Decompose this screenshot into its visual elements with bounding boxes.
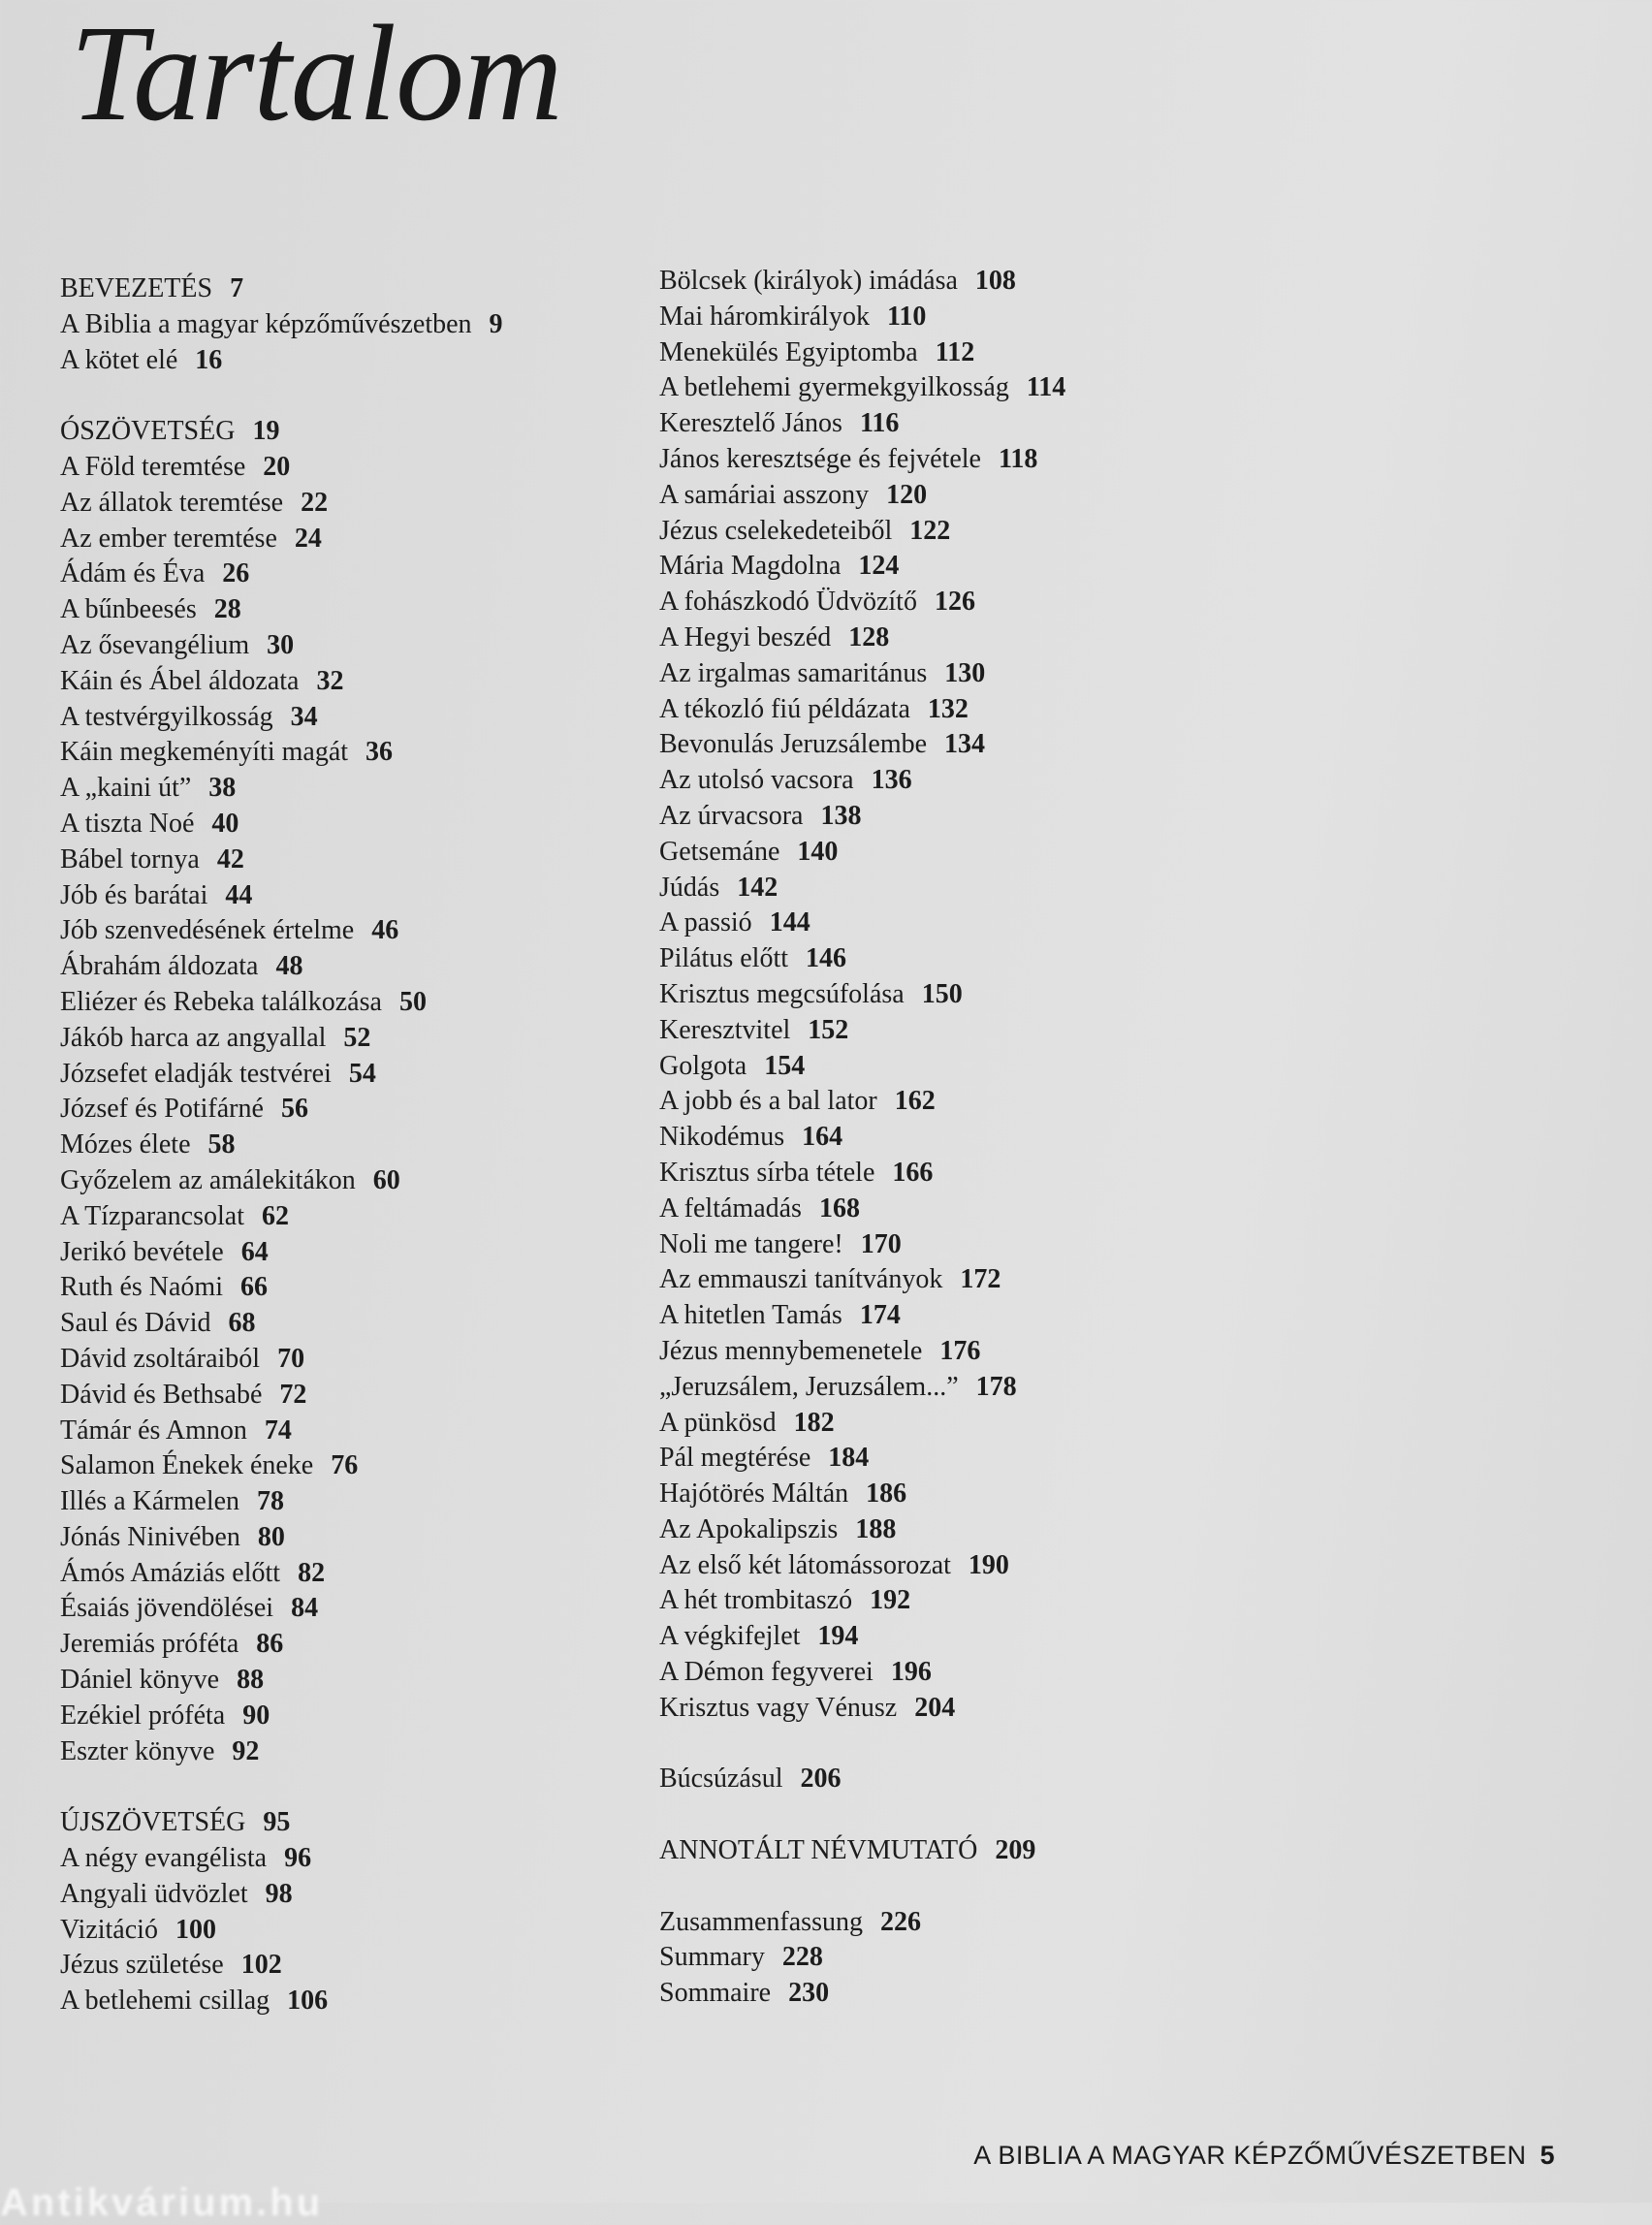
toc-entry[interactable] [659, 1192, 1260, 1227]
toc-entry[interactable] [60, 1913, 642, 1949]
toc-entry[interactable] [659, 1512, 1260, 1548]
toc-entry[interactable] [60, 1199, 642, 1235]
toc-entry-page: 230 [788, 1978, 830, 2009]
toc-entry[interactable] [60, 1128, 642, 1163]
toc-entry-page: 172 [960, 1264, 1001, 1295]
toc-entry-page: 128 [848, 621, 890, 652]
toc-entry[interactable] [60, 842, 642, 878]
toc-entry-label: Pál megtérése [659, 1443, 811, 1474]
toc-entry-page: 26 [222, 558, 250, 589]
toc-entry-label: Eliézer és Rebeka találkozása [60, 986, 382, 1017]
toc-entry-label: A hét trombitaszó [659, 1585, 853, 1616]
toc-entry-label: A testvérgyilkosság [60, 701, 273, 732]
toc-entry[interactable] [60, 985, 642, 1021]
toc-entry-page: 96 [284, 1843, 312, 1874]
toc-entry[interactable] [659, 1227, 1260, 1263]
toc-entry-page: 68 [228, 1308, 256, 1339]
toc-entry[interactable] [60, 307, 642, 343]
toc-entry[interactable] [60, 522, 642, 557]
toc-entry-page: 204 [914, 1692, 956, 1723]
toc-entry-label: Káin megkeményíti magát [60, 737, 349, 768]
toc-entry-label: A feltámadás [659, 1192, 802, 1224]
toc-entry-label: Támár és Amnon [60, 1414, 247, 1446]
toc-entry[interactable] [659, 1655, 1260, 1691]
toc-left-column [60, 271, 642, 2019]
toc-entry[interactable] [659, 585, 1260, 620]
toc-entry-page: 7 [230, 273, 244, 303]
toc-entry[interactable] [60, 1414, 642, 1449]
toc-entry-label: A Hegyi beszéd [659, 621, 832, 652]
toc-entry[interactable] [60, 1877, 642, 1913]
toc-entry[interactable] [659, 1583, 1260, 1619]
toc-entry-label: A pünkösd [659, 1407, 777, 1438]
toc-entry-page: 70 [277, 1343, 305, 1374]
toc-entry[interactable] [659, 1477, 1260, 1512]
toc-entry-label: Ádám és Éva [60, 558, 206, 589]
toc-entry-page: 192 [870, 1585, 911, 1616]
toc-entry[interactable] [60, 1092, 642, 1128]
toc-entry-page: 186 [866, 1478, 907, 1510]
toc-entry-page: 54 [348, 1058, 376, 1089]
toc-entry-label: János keresztsége és fejvétele [659, 443, 981, 474]
toc-entry-label: Győzelem az amálekitákon [60, 1164, 356, 1195]
toc-entry[interactable] [659, 620, 1260, 656]
toc-entry-page: 24 [294, 523, 322, 554]
toc-entry[interactable] [60, 771, 642, 807]
toc-entry-page: 132 [927, 693, 969, 724]
toc-entry-label: A bűnbeesés [60, 594, 197, 625]
toc-entry-label: Az első két látomássorozat [659, 1549, 951, 1580]
toc-entry-label: A kötet elé [60, 344, 178, 375]
toc-entry-label: Jákób harca az angyallal [60, 1022, 327, 1053]
toc-entry[interactable] [659, 835, 1260, 871]
toc-entry-page: 150 [921, 978, 963, 1009]
toc-entry-page: 40 [211, 808, 239, 839]
toc-entry-page: 95 [263, 1807, 291, 1838]
toc-entry-label: A Tízparancsolat [60, 1200, 244, 1231]
toc-entry-label: Jeremiás próféta [60, 1629, 239, 1660]
toc-entry-page: 166 [892, 1157, 934, 1188]
toc-entry[interactable] [659, 300, 1260, 335]
toc-entry-label: A passió [659, 907, 752, 938]
footer-running-title: A BIBLIA A MAGYAR KÉPZŐMŰVÉSZETBEN [973, 2141, 1527, 2170]
toc-entry-page: 110 [886, 301, 927, 332]
toc-entry-label: Keresztvitel [659, 1014, 791, 1045]
toc-entry[interactable] [60, 1448, 642, 1484]
toc-entry-label: Az irgalmas samaritánus [659, 657, 928, 688]
toc-entry[interactable] [60, 1163, 642, 1199]
toc-entry-page: 28 [213, 594, 241, 625]
toc-entry-page: 82 [298, 1557, 326, 1588]
toc-entry-page: 56 [280, 1094, 308, 1125]
toc-entry[interactable] [659, 1940, 1260, 1976]
toc-entry[interactable] [60, 1342, 642, 1378]
toc-entry[interactable] [60, 1021, 642, 1057]
toc-entry-label: Ésaiás jövendölései [60, 1593, 274, 1624]
toc-entry[interactable] [60, 343, 642, 379]
toc-entry-page: 140 [797, 836, 839, 867]
toc-entry-label: A tiszta Noé [60, 808, 195, 839]
toc-entry-page: 106 [287, 1986, 329, 2017]
toc-entry[interactable] [659, 1298, 1260, 1334]
toc-entry-label: Summary [659, 1942, 765, 1973]
toc-entry[interactable] [60, 878, 642, 914]
toc-entry-label: ÚJSZÖVETSÉG [60, 1807, 246, 1838]
toc-entry-label: Józsefet eladják testvérei [60, 1058, 332, 1089]
toc-entry[interactable] [659, 692, 1260, 728]
toc-entry[interactable] [659, 1548, 1260, 1584]
toc-entry-label: Jób szenvedésének értelme [60, 915, 355, 946]
toc-entry[interactable] [659, 1441, 1260, 1477]
toc-entry[interactable] [659, 264, 1260, 300]
toc-entry[interactable] [659, 906, 1260, 941]
toc-entry[interactable] [60, 1378, 642, 1414]
toc-entry-label: A tékozló fiú példázata [659, 693, 910, 724]
toc-entry-page: 44 [225, 879, 253, 910]
toc-entry-page: 78 [257, 1486, 285, 1517]
toc-entry-label: Dávid és Bethsabé [60, 1379, 263, 1410]
toc-entry[interactable] [60, 664, 642, 700]
toc-entry[interactable] [659, 1762, 1260, 1797]
toc-entry[interactable] [60, 1663, 642, 1699]
toc-entry-page: 176 [939, 1335, 981, 1366]
toc-entry-label: Golgota [659, 1050, 747, 1081]
toc-entry[interactable] [659, 1406, 1260, 1442]
toc-entry-label: A hitetlen Tamás [659, 1300, 842, 1331]
toc-entry-label: Vizitáció [60, 1914, 158, 1945]
toc-entry-page: 72 [279, 1379, 307, 1410]
toc-entry-page: 112 [935, 336, 975, 367]
toc-entry-label: Az utolsó vacsora [659, 765, 854, 796]
toc-entry-page: 170 [860, 1228, 902, 1259]
toc-entry-label: Júdás [659, 872, 720, 903]
toc-entry-label: Salamon Énekek éneke [60, 1450, 314, 1481]
toc-entry-page: 196 [890, 1657, 932, 1688]
toc-entry[interactable] [659, 478, 1260, 514]
toc-entry-label: Az állatok teremtése [60, 487, 284, 518]
toc-entry-label: Pilátus előtt [659, 943, 788, 974]
toc-entry-label: A „kaini út” [60, 773, 192, 804]
toc-entry-label: Az úrvacsora [659, 800, 804, 831]
toc-entry-label: Saul és Dávid [60, 1308, 211, 1339]
toc-entry-page: 130 [944, 657, 986, 688]
toc-entry[interactable] [60, 1520, 642, 1556]
toc-entry-label: Mai háromkirályok [659, 301, 870, 332]
toc-entry-page: 64 [240, 1236, 269, 1267]
toc-entry-label: Nikodémus [659, 1122, 785, 1153]
toc-entry-label: Jób és barátai [60, 879, 208, 910]
toc-entry-page: 30 [267, 629, 295, 660]
toc-entry[interactable] [659, 1976, 1260, 2012]
section-gap [659, 1869, 1260, 1905]
toc-entry-page: 34 [290, 701, 318, 732]
toc-entry[interactable] [60, 1235, 642, 1271]
toc-entry-label: BEVEZETÉS [60, 273, 213, 303]
toc-entry-label: Búcsúzásul [659, 1764, 783, 1795]
toc-entry-label: Mária Magdolna [659, 551, 842, 582]
toc-entry-page: 188 [855, 1513, 897, 1544]
toc-entry-label: ÓSZÖVETSÉG [60, 416, 236, 447]
toc-entry-label: Keresztelő János [659, 408, 842, 439]
toc-entry-page: 50 [398, 986, 427, 1017]
toc-entry-page: 126 [934, 587, 975, 618]
toc-entry[interactable] [60, 1270, 642, 1306]
toc-entry[interactable] [659, 335, 1260, 371]
toc-entry[interactable] [60, 1734, 642, 1770]
toc-entry-label: Mózes élete [60, 1129, 191, 1160]
toc-entry-label: József és Potifárné [60, 1094, 264, 1125]
toc-entry-label: Az Apokalipszis [659, 1513, 839, 1544]
toc-entry-label: Getsemáne [659, 836, 780, 867]
toc-entry[interactable] [60, 1984, 642, 2019]
toc-entry-page: 142 [737, 872, 778, 903]
toc-entry[interactable] [659, 406, 1260, 442]
toc-entry-label: „Jeruzsálem, Jeruzsálem...” [659, 1371, 959, 1402]
toc-entry-page: 98 [265, 1878, 293, 1909]
toc-entry-page: 66 [240, 1272, 268, 1303]
toc-entry-page: 74 [264, 1414, 292, 1446]
toc-entry-label: Jónás Ninivében [60, 1521, 240, 1552]
toc-entry-label: Jerikó bevétele [60, 1236, 224, 1267]
toc-entry[interactable] [60, 1699, 642, 1734]
section-gap [659, 1727, 1260, 1763]
toc-entry[interactable] [60, 628, 642, 664]
toc-entry-page: 154 [764, 1050, 806, 1081]
toc-entry-label: Dávid zsoltáraiból [60, 1343, 261, 1374]
toc-entry[interactable] [659, 1334, 1260, 1370]
toc-entry[interactable] [60, 735, 642, 771]
toc-entry-page: 58 [207, 1129, 236, 1160]
toc-entry-page: 42 [216, 843, 244, 874]
toc-entry-label: Jézus cselekedeteiből [659, 515, 893, 546]
toc-entry-label: Angyali üdvözlet [60, 1878, 248, 1909]
toc-entry[interactable] [60, 913, 642, 949]
toc-entry-page: 38 [208, 773, 237, 804]
toc-entry-page: 88 [237, 1665, 265, 1696]
toc-entry-page: 138 [820, 800, 862, 831]
toc-entry[interactable] [60, 486, 642, 522]
toc-entry[interactable] [659, 514, 1260, 550]
toc-entry-label: Hajótörés Máltán [659, 1478, 849, 1510]
toc-entry-label: A Démon fegyverei [659, 1657, 874, 1688]
toc-entry-page: 36 [365, 737, 394, 768]
toc-entry-label: Bevonulás Jeruzsálembe [659, 729, 928, 760]
toc-entry-page: 144 [769, 907, 810, 938]
toc-entry[interactable] [659, 727, 1260, 763]
section-gap [60, 1769, 642, 1805]
toc-entry-page: 80 [257, 1521, 285, 1552]
toc-entry-page: 76 [331, 1450, 359, 1481]
page-title: Tartalom [70, 0, 562, 149]
toc-entry[interactable] [60, 556, 642, 592]
toc-entry-page: 120 [886, 479, 928, 510]
toc-entry-page: 62 [261, 1200, 289, 1231]
toc-entry[interactable] [659, 1905, 1260, 1941]
toc-entry-page: 86 [256, 1629, 284, 1660]
toc-entry-label: A jobb és a bal lator [659, 1086, 877, 1117]
toc-entry[interactable] [659, 1262, 1260, 1298]
toc-entry-label: Ruth és Naómi [60, 1272, 223, 1303]
toc-entry[interactable] [60, 1306, 642, 1342]
toc-entry-label: Zusammenfassung [659, 1906, 863, 1937]
toc-entry[interactable] [60, 1805, 642, 1841]
section-gap [60, 378, 642, 414]
section-gap [659, 1797, 1260, 1833]
toc-entry[interactable] [659, 370, 1260, 406]
toc-entry-page: 100 [175, 1914, 216, 1945]
toc-entry-page: 46 [371, 915, 399, 946]
toc-entry[interactable] [60, 1841, 642, 1877]
toc-entry[interactable] [659, 1691, 1260, 1727]
toc-entry[interactable] [659, 871, 1260, 906]
toc-entry[interactable] [659, 1013, 1260, 1049]
toc-entry[interactable] [659, 977, 1260, 1013]
toc-entry[interactable] [659, 549, 1260, 585]
toc-entry-page: 52 [343, 1022, 371, 1053]
toc-entry-label: Káin és Ábel áldozata [60, 665, 300, 696]
toc-entry-label: Jézus születése [60, 1950, 224, 1981]
toc-entry-page: 16 [195, 344, 223, 375]
toc-entry[interactable] [659, 1120, 1260, 1156]
toc-entry-label: Eszter könyve [60, 1735, 215, 1766]
toc-entry-label: Ábrahám áldozata [60, 951, 259, 982]
toc-entry[interactable] [659, 656, 1260, 692]
toc-entry[interactable] [60, 414, 642, 450]
toc-entry[interactable] [659, 1084, 1260, 1120]
toc-entry-page: 190 [968, 1549, 1009, 1580]
toc-entry-label: Dániel könyve [60, 1665, 220, 1696]
toc-entry-page: 90 [242, 1700, 270, 1731]
toc-entry[interactable] [60, 807, 642, 842]
toc-entry[interactable] [659, 1370, 1260, 1406]
toc-entry[interactable] [60, 1556, 642, 1592]
toc-entry-page: 114 [1026, 372, 1066, 403]
toc-entry-label: A fohászkodó Üdvözítő [659, 587, 917, 618]
toc-entry[interactable] [60, 1627, 642, 1663]
toc-entry-label: Az ember teremtése [60, 523, 277, 554]
toc-entry-label: A samáriai asszony [659, 479, 870, 510]
toc-entry-page: 124 [858, 551, 900, 582]
footer-page-number: 5 [1540, 2141, 1555, 2170]
toc-entry-page: 60 [372, 1164, 400, 1195]
toc-entry-page: 136 [871, 765, 912, 796]
toc-entry-page: 48 [275, 951, 303, 982]
toc-entry-label: Krisztus megcsúfolása [659, 978, 905, 1009]
toc-entry-page: 102 [240, 1950, 282, 1981]
toc-entry-label: A betlehemi gyermekgyilkosság [659, 372, 1009, 403]
toc-entry-label: Illés a Kármelen [60, 1486, 240, 1517]
toc-entry-label: A Biblia a magyar képzőművészetben [60, 308, 472, 339]
toc-entry-page: 168 [818, 1192, 860, 1224]
toc-entry-label: Ámós Amáziás előtt [60, 1557, 281, 1588]
watermark: Antikvárium.hu [0, 2181, 324, 2224]
toc-entry[interactable] [659, 941, 1260, 977]
toc-entry[interactable] [60, 700, 642, 736]
toc-entry[interactable] [60, 450, 642, 486]
toc-entry[interactable] [60, 1484, 642, 1520]
toc-entry-page: 9 [489, 308, 503, 339]
toc-entry-label: ANNOTÁLT NÉVMUTATÓ [659, 1835, 978, 1866]
toc-entry-label: Menekülés Egyiptomba [659, 336, 918, 367]
toc-entry-label: A négy evangélista [60, 1843, 268, 1874]
toc-entry-page: 226 [879, 1906, 921, 1937]
toc-entry-label: Krisztus vagy Vénusz [659, 1692, 898, 1723]
toc-entry-label: Az emmauszi tanítványok [659, 1264, 943, 1295]
toc-entry-page: 228 [781, 1942, 823, 1973]
toc-entry-page: 134 [944, 729, 986, 760]
toc-entry[interactable] [659, 442, 1260, 478]
toc-entry[interactable] [659, 1619, 1260, 1655]
toc-entry-page: 92 [232, 1735, 260, 1766]
toc-entry-page: 174 [859, 1300, 901, 1331]
toc-entry-page: 32 [316, 665, 344, 696]
toc-right-column [659, 264, 1260, 2012]
toc-entry-page: 108 [974, 266, 1016, 296]
toc-entry-page: 122 [909, 515, 951, 546]
toc-entry-page: 20 [263, 451, 291, 482]
toc-entry[interactable] [60, 1591, 642, 1627]
toc-entry-page: 146 [806, 943, 846, 974]
toc-entry-label: Az ősevangélium [60, 629, 250, 660]
toc-entry-page: 118 [998, 443, 1038, 474]
toc-entry-label: A Föld teremtése [60, 451, 246, 482]
toc-entry-label: Noli me tangere! [659, 1228, 843, 1259]
toc-entry[interactable] [60, 271, 642, 307]
toc-entry-label: Sommaire [659, 1978, 772, 2009]
toc-entry-page: 22 [301, 487, 329, 518]
toc-entry-page: 19 [252, 416, 280, 447]
toc-entry-page: 206 [800, 1764, 842, 1795]
toc-entry-page: 164 [802, 1122, 843, 1153]
toc-entry-label: A végkifejlet [659, 1621, 801, 1652]
toc-entry-label: A betlehemi csillag [60, 1986, 270, 2017]
toc-entry[interactable] [659, 1156, 1260, 1192]
toc-entry[interactable] [659, 763, 1260, 799]
toc-entry-page: 152 [808, 1014, 849, 1045]
toc-entry[interactable] [659, 1049, 1260, 1085]
toc-entry-page: 194 [817, 1621, 859, 1652]
toc-entry-label: Bábel tornya [60, 843, 200, 874]
toc-entry[interactable] [60, 949, 642, 985]
running-footer [973, 2141, 1555, 2171]
toc-entry-page: 182 [793, 1407, 835, 1438]
toc-entry-label: Ezékiel próféta [60, 1700, 226, 1731]
toc-entry-page: 162 [894, 1086, 936, 1117]
toc-entry[interactable] [60, 1057, 642, 1093]
toc-entry-page: 178 [975, 1371, 1017, 1402]
toc-entry[interactable] [60, 1948, 642, 1984]
toc-entry-page: 209 [995, 1835, 1036, 1866]
toc-entry[interactable] [60, 592, 642, 628]
toc-entry[interactable] [659, 799, 1260, 835]
toc-entry-page: 84 [291, 1593, 319, 1624]
toc-entry-label: Krisztus sírba tétele [659, 1157, 875, 1188]
toc-entry-page: 184 [828, 1443, 870, 1474]
toc-entry-label: Jézus mennybemenetele [659, 1335, 923, 1366]
toc-entry[interactable] [659, 1833, 1260, 1869]
toc-entry-page: 116 [859, 408, 900, 439]
toc-entry-label: Bölcsek (királyok) imádása [659, 266, 958, 296]
